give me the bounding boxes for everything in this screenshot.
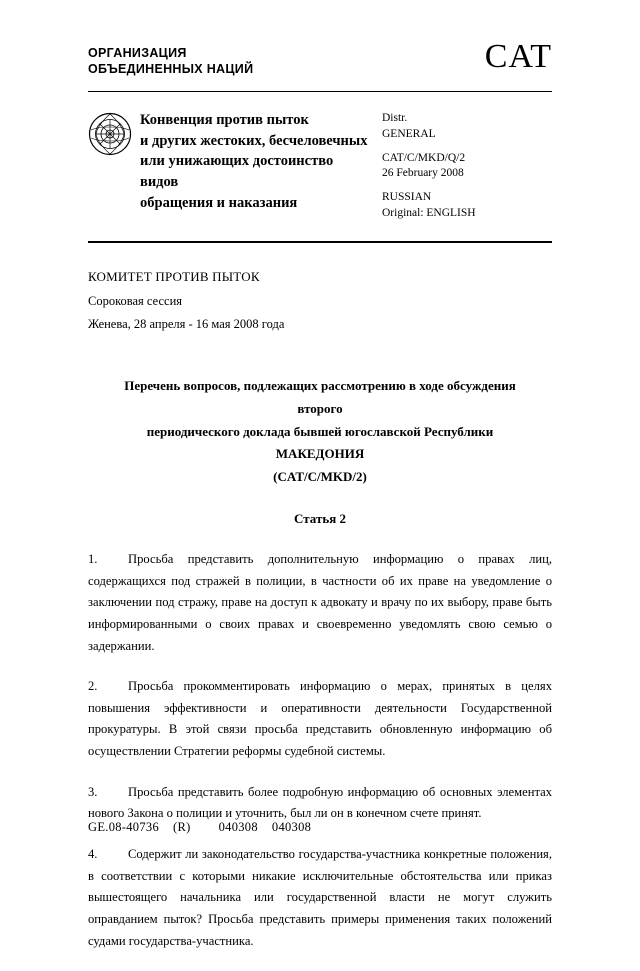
- committee-name: КОМИТЕТ ПРОТИВ ПЫТОК: [88, 268, 260, 284]
- convention-title-line-4: обращения и наказания: [140, 194, 298, 211]
- organization-line-2: ОБЪЕДИНЕННЫХ НАЦИЙ: [88, 61, 254, 76]
- language-group: [382, 190, 552, 221]
- distribution-value: GENERAL: [382, 127, 436, 140]
- header-divider-bottom: [88, 241, 552, 243]
- footer-code-1: 040308: [218, 820, 258, 834]
- paragraph-item: [88, 782, 552, 825]
- paragraph-item: [88, 676, 552, 763]
- distribution-info: [382, 108, 552, 221]
- paragraph-text: Содержит ли законодательство государства-участника конкретные положения, в соответствии с которыми никакие исключительные обстоятельства или приказ вышестоящего начальника или государственной власти не могут служить оправданием пыток? Просьба представить примеры применения таких положений судами государства-участника.: [88, 847, 552, 948]
- organization-line-1: ОРГАНИЗАЦИЯ: [88, 46, 187, 60]
- distribution-group: [382, 111, 552, 142]
- committee-info: [88, 265, 552, 337]
- masthead: [88, 40, 552, 77]
- document-title: [88, 375, 552, 489]
- convention-block: [88, 92, 552, 221]
- committee-session: Сороковая сессия: [88, 293, 183, 308]
- document-title-line-1: Перечень вопросов, подлежащих рассмотрению в ходе обсуждения второго: [124, 378, 516, 416]
- document-symbol: CAT: [484, 38, 552, 75]
- un-emblem-icon: [88, 108, 140, 156]
- article-heading: Статья 2: [294, 510, 346, 526]
- document-number-group: [382, 151, 552, 182]
- paragraph-item: [88, 549, 552, 657]
- paragraph-number: 3.: [88, 784, 98, 799]
- page-footer: [88, 820, 311, 835]
- document-language: RUSSIAN: [382, 191, 432, 204]
- convention-title-line-1: Конвенция против пыток: [140, 112, 309, 129]
- convention-title: [140, 108, 382, 213]
- document-title-line-3: (CAT/C/MKD/2): [273, 469, 367, 485]
- paragraph-text: Просьба прокомментировать информацию о мерах, принятых в целях повышения эффективности и оперативности деятельности Государственной прокуратуры. В этой связи просьба представить обновленную информацию об осуществлении Стратегии реформы судебной системы.: [88, 679, 552, 759]
- committee-venue-dates: Женева, 28 апреля - 16 мая 2008 года: [88, 317, 285, 332]
- footer-language-code: (R): [173, 820, 191, 834]
- paragraph-number: 1.: [88, 551, 98, 566]
- organization-name: [88, 40, 253, 77]
- convention-title-line-2: и других жестоких, бесчеловечных: [140, 132, 368, 149]
- paragraph-text: Просьба представить более подробную информацию об основных элементах нового Закона о полиции и уточнить, был ли он в конечном счете принят.: [88, 784, 552, 821]
- convention-title-line-3: или унижающих достоинство видов: [140, 153, 334, 190]
- paragraph-list: [88, 549, 552, 953]
- paragraph-number: 2.: [88, 679, 98, 694]
- distribution-label: Distr.: [382, 112, 408, 125]
- paragraph-text: Просьба представить дополнительную информацию о правах лиц, содержащихся под стражей в полиции, в частности об их праве на уведомление о заключении под стражу, праве на доступ к адвокату и врачу по их выбору, праве быть информированными о своих правах и своевременно уведомлять свою семью о задержании.: [88, 551, 552, 653]
- document-date: 26 February 2008: [382, 167, 464, 180]
- document-number: CAT/C/MKD/Q/2: [382, 151, 466, 164]
- footer-code-2: 040308: [271, 820, 312, 834]
- header-divider-bottom-wrap: [88, 241, 552, 243]
- paragraph-item: [88, 844, 552, 952]
- footer-job-number: GE.08-40736: [88, 820, 160, 834]
- document-original-language: Original: ENGLISH: [382, 206, 476, 219]
- document-title-line-2: периодического доклада бывшей югославской Республики МАКЕДОНИЯ: [146, 423, 494, 462]
- paragraph-number: 4.: [88, 847, 98, 862]
